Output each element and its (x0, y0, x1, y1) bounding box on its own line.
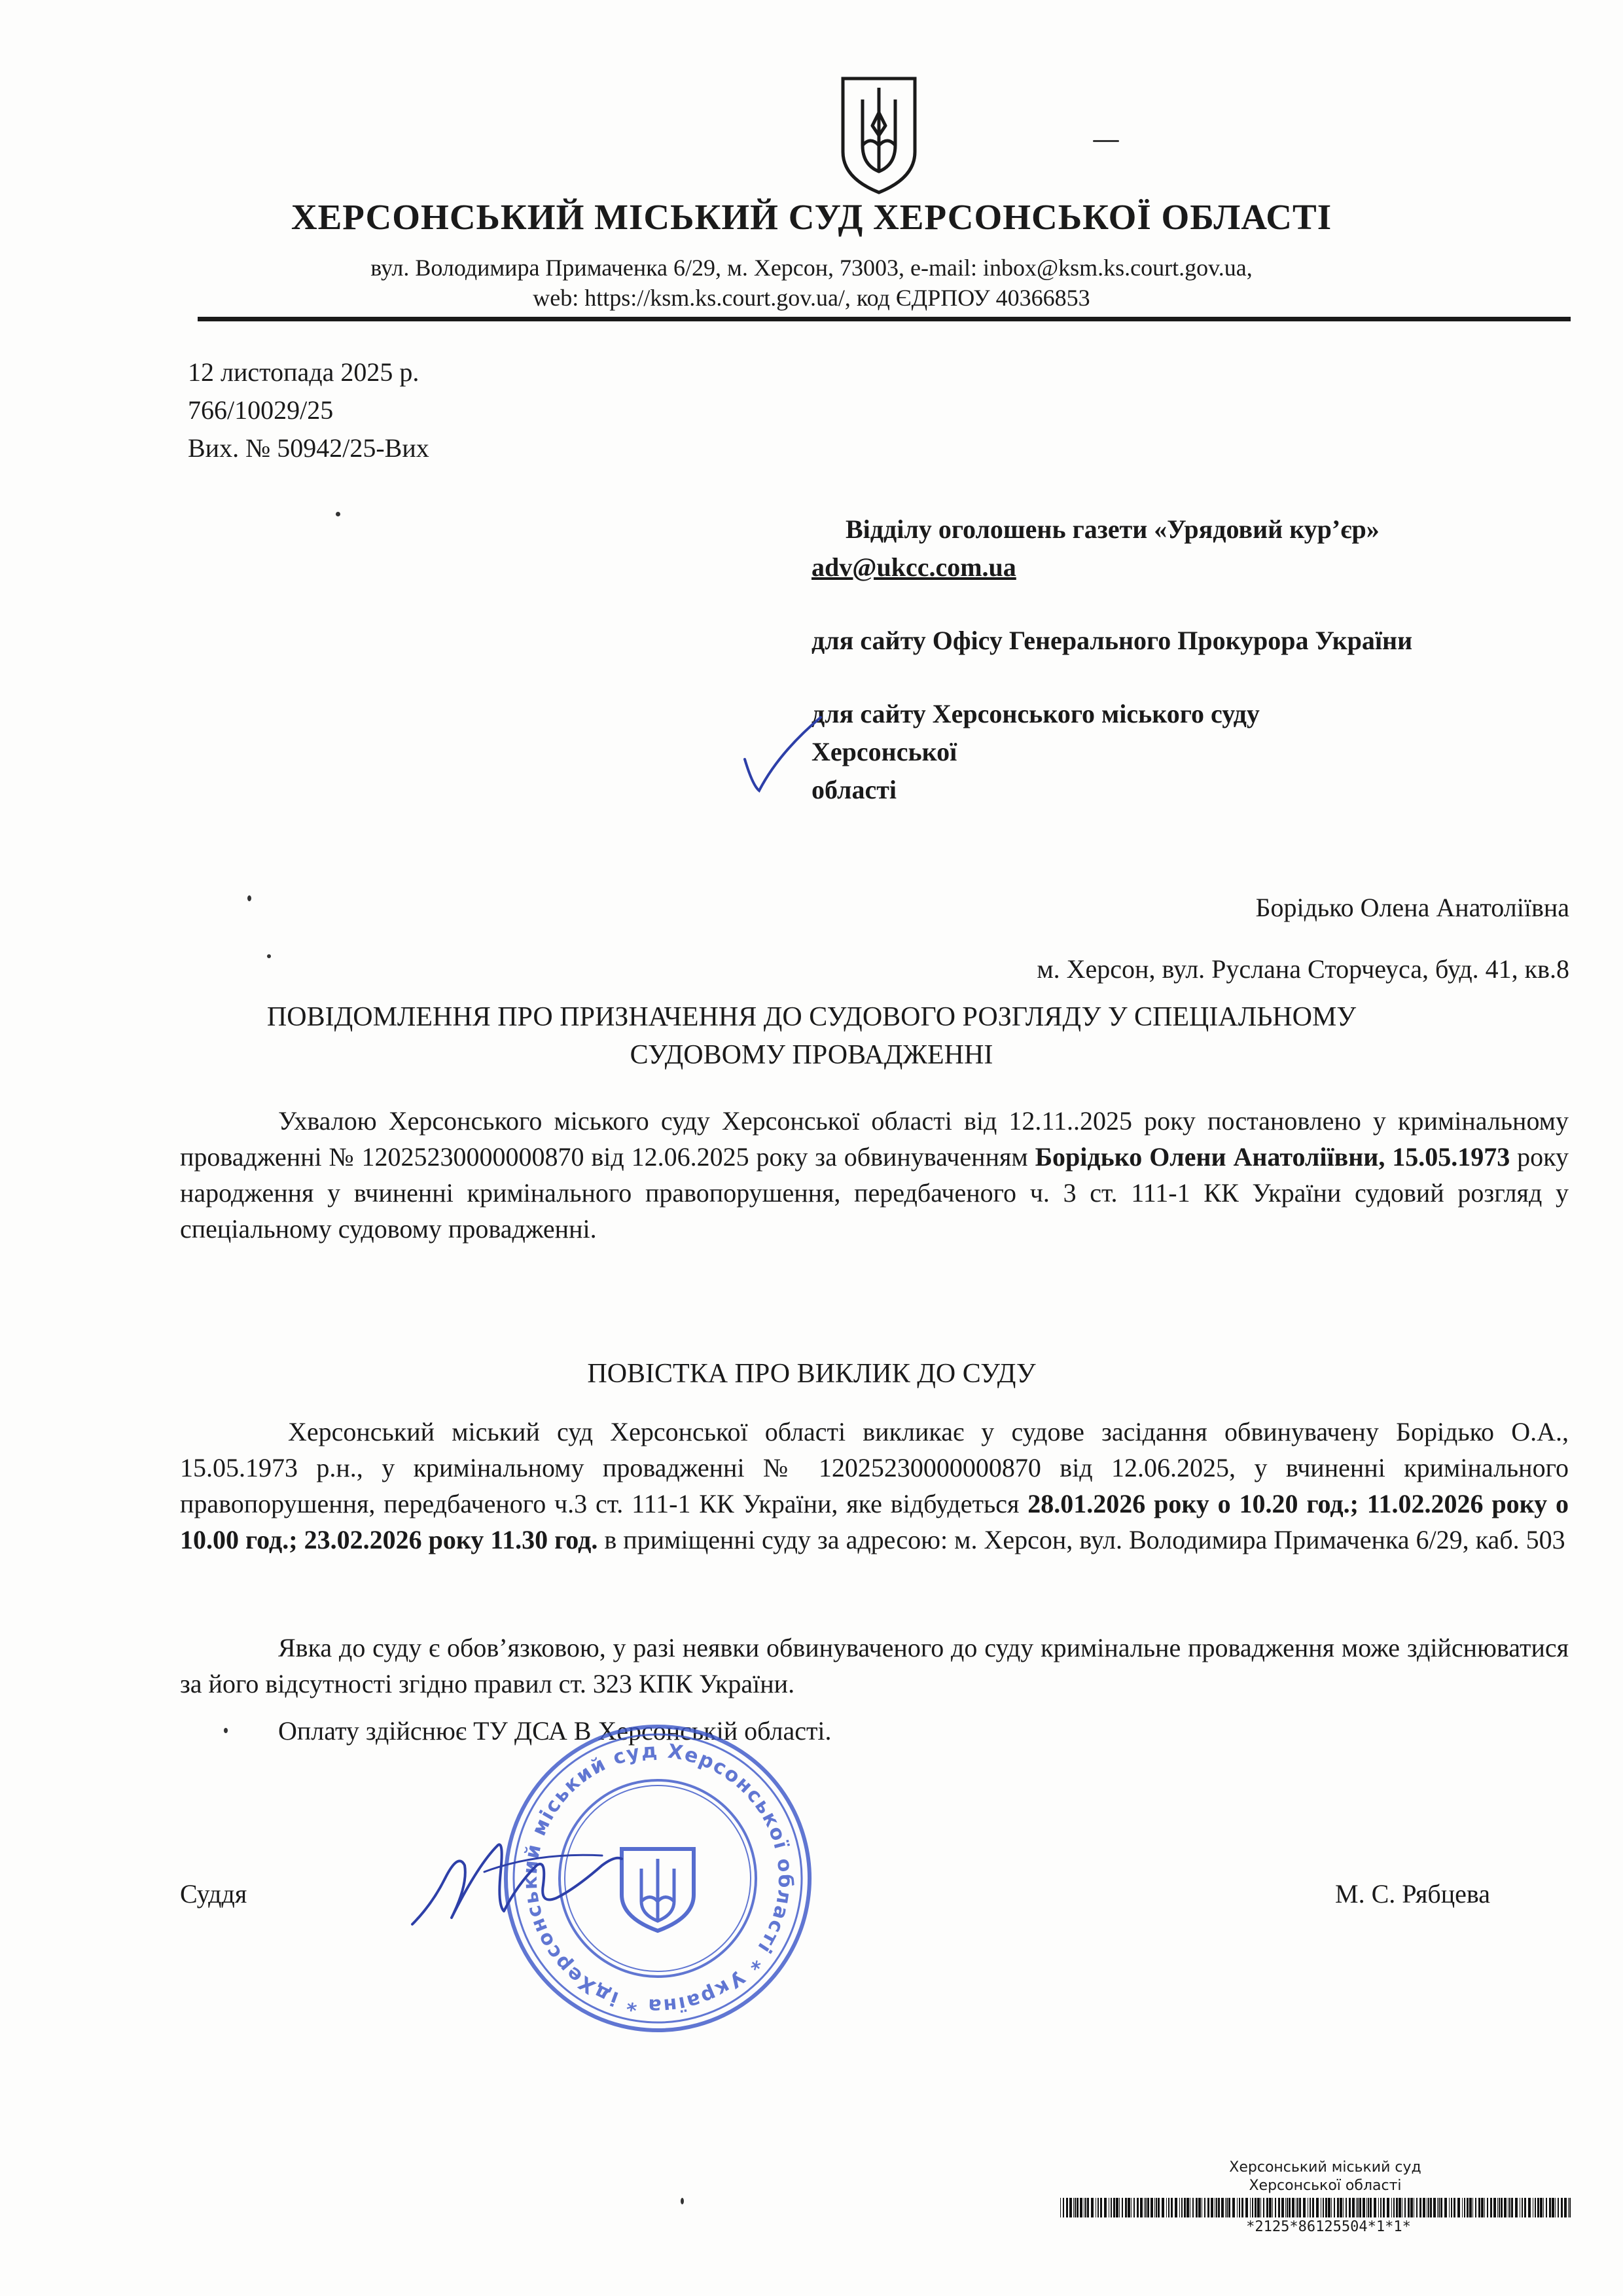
barcode-bar (1404, 2198, 1406, 2217)
barcode-bar (1428, 2198, 1429, 2217)
barcode-bar (1328, 2198, 1330, 2217)
barcode-bar (1241, 2198, 1243, 2217)
recipient-newspaper: Відділу оголошень газети «Урядовий кур’єр» (846, 514, 1380, 544)
notice-text-a: Ухвалою Херсонського міського суду Херсонської області від 12.11..2025 року постановлено у кримінальному провадженні № 12025230000000870 від 12.06.2025 року за обвинуваченням (180, 1106, 1569, 1172)
barcode-bar (1091, 2198, 1094, 2217)
barcode-bar (1346, 2198, 1347, 2217)
barcode-bar (1423, 2198, 1425, 2217)
barcode-bar (1457, 2198, 1460, 2217)
svg-text:Херсонський міський суд Херсон: Херсонський міський суд Херсонської області * Україна * ідентифікаційний (518, 1739, 797, 2018)
barcode-bar (1260, 2198, 1261, 2217)
barcode-bar (1085, 2198, 1086, 2217)
recipient-court-site-line2: Херсонської (812, 737, 957, 766)
barcode-bar (1509, 2198, 1510, 2217)
barcode-bar (1493, 2198, 1496, 2217)
barcode-bar (1154, 2198, 1155, 2217)
barcode-bar (1171, 2198, 1173, 2217)
barcode-bar (1340, 2198, 1342, 2217)
barcode-bar (1272, 2198, 1273, 2217)
footer-court-line2: Херсонської області (1249, 2178, 1402, 2194)
barcode-bar (1232, 2198, 1235, 2217)
barcode-bar (1387, 2198, 1389, 2217)
barcode-bar (1337, 2198, 1339, 2217)
barcode-bar (1515, 2198, 1518, 2217)
footer-court-line1: Херсонський міський суд (1229, 2159, 1421, 2176)
barcode-bar (1549, 2198, 1551, 2217)
barcode-bar (1060, 2198, 1061, 2217)
barcode-bar (1168, 2198, 1169, 2217)
barcode-bar (1066, 2198, 1068, 2217)
court-address (0, 253, 1623, 313)
barcode-bar (1237, 2198, 1238, 2217)
barcode-bar (1451, 2198, 1452, 2217)
barcode-bar (1499, 2198, 1500, 2217)
barcode-bar (1063, 2198, 1064, 2217)
barcode-bar (1269, 2198, 1272, 2217)
barcode-bar (1484, 2198, 1485, 2217)
barcode-bar (1537, 2198, 1539, 2217)
barcode-bar (1255, 2198, 1257, 2217)
barcode-bar (1511, 2198, 1513, 2217)
barcode-bar (1140, 2198, 1143, 2217)
barcode-bar (1528, 2198, 1531, 2217)
judge-signature (406, 1826, 628, 1937)
barcode-bar (1475, 2198, 1476, 2217)
barcode-bar (1478, 2198, 1480, 2217)
barcode-bar (1128, 2198, 1130, 2217)
recipient-court-site-line1: для сайту Херсонського міського суду (812, 699, 1260, 728)
barcode-bar (1366, 2198, 1367, 2217)
hearing-dates: 28.01.2026 року о 10.20 год.; 11.02.2026 року о 10.00 год.; 23.02.2026 року 11.30 год. (180, 1489, 1569, 1554)
barcode-bar (1569, 2198, 1571, 2217)
barcode-bar (1228, 2198, 1230, 2217)
barcode-bar (1561, 2198, 1563, 2217)
handwritten-checkmark-icon (740, 713, 825, 798)
outgoing-number: Вих. № 50942/25-Вих (188, 433, 429, 463)
barcode-bar (1558, 2198, 1559, 2217)
barcode-bar (1184, 2198, 1186, 2217)
barcode-bar (1211, 2198, 1213, 2217)
barcode-bar (1263, 2198, 1264, 2217)
barcode-bar (1524, 2198, 1526, 2217)
barcode-bar (1216, 2198, 1217, 2217)
barcode-bar (1454, 2198, 1455, 2217)
addressee-block (1037, 877, 1569, 1000)
barcode-bar (1186, 2198, 1189, 2217)
barcode-bar (1289, 2198, 1291, 2217)
barcode-bar (1207, 2198, 1209, 2217)
coat-of-arms-icon (836, 73, 921, 198)
barcode-bar (1147, 2198, 1149, 2217)
summons-title: ПОВІСТКА ПРО ВИКЛИК ДО СУДУ (587, 1359, 1036, 1389)
barcode-bar (1250, 2198, 1251, 2217)
barcode-bar (1378, 2198, 1379, 2217)
barcode-bar (1257, 2198, 1260, 2217)
barcode-bar (1252, 2198, 1253, 2217)
barcode-bar (1218, 2198, 1220, 2217)
barcode-bar (1119, 2198, 1120, 2217)
barcode-bar (1343, 2198, 1344, 2217)
notice-paragraph (180, 1103, 1569, 1247)
barcode-bar (1472, 2198, 1473, 2217)
barcode-bar (1192, 2198, 1194, 2217)
barcode-bar (1440, 2198, 1442, 2217)
barcode-bar (1179, 2198, 1180, 2217)
barcode-bar (1331, 2198, 1332, 2217)
judge-role: Суддя (180, 1879, 247, 1909)
barcode-bar (1175, 2198, 1177, 2217)
attendance-paragraph: Явка до суду є обов’язковою, у разі неявки обвинуваченого до суду кримінальне провадження може здійснюватися за його відсутності згідно правил ст. 323 КПК України. (180, 1633, 1569, 1698)
barcode-bar (1356, 2198, 1357, 2217)
addressee-name: Борідько Олена Анатоліївна (1255, 893, 1569, 922)
barcode-bar (1285, 2198, 1286, 2217)
barcode-bar (1145, 2198, 1147, 2217)
barcode-bar (1312, 2198, 1314, 2217)
barcode-bar (1310, 2198, 1311, 2217)
notice-title-line1: ПОВІДОМЛЕННЯ ПРО ПРИЗНАЧЕННЯ ДО СУДОВОГО РОЗГЛЯДУ У СПЕЦІАЛЬНОМУ (266, 1002, 1357, 1032)
barcode-bar (1133, 2198, 1135, 2217)
barcode-bar (1543, 2198, 1544, 2217)
barcode-bar (1540, 2198, 1543, 2217)
notice-title (0, 998, 1623, 1074)
document-meta (188, 353, 429, 467)
barcode-bar (1104, 2198, 1107, 2217)
barcode-bar (1239, 2198, 1240, 2217)
barcode-bar (1325, 2198, 1327, 2217)
barcode-bar (1546, 2198, 1547, 2217)
barcode-bar (1077, 2198, 1079, 2217)
court-address-line2: web: https://ksm.ks.court.gov.ua/, код ЄДРПОУ 40366853 (533, 285, 1090, 311)
barcode-bar (1278, 2198, 1280, 2217)
barcode-bar (1374, 2198, 1376, 2217)
barcode-bar (1097, 2198, 1099, 2217)
barcode-bar (1444, 2198, 1447, 2217)
barcode-bar (1221, 2198, 1224, 2217)
barcode-bar (1437, 2198, 1438, 2217)
barcode-bar (1497, 2198, 1498, 2217)
barcode-bar (1433, 2198, 1436, 2217)
barcode-bar (1069, 2198, 1072, 2217)
summons-text-a: Херсонський міський суд Херсонської області викликає у судове засідання обвинувачену Борідько О.А., 15.05.1973 р.н., у кримінальному провадженні № 12025230000000870 від 12.06.2025, у вчиненні кримінального правопорушення, передбаченого ч.3 ст. 111-1 КК України, яке відбудеться (180, 1417, 1569, 1518)
barcode-bar (1198, 2198, 1201, 2217)
barcode-bar (1393, 2198, 1395, 2217)
barcode-bar (1363, 2198, 1365, 2217)
barcode-bar (1323, 2198, 1324, 2217)
barcode-bar (1111, 2198, 1112, 2217)
barcode-bar (1383, 2198, 1385, 2217)
barcode-bar (1359, 2198, 1361, 2217)
barcode-bar (1073, 2198, 1074, 2217)
barcode-bar (1245, 2198, 1248, 2217)
barcode-bar (1144, 2198, 1145, 2217)
barcode-bar (1266, 2198, 1268, 2217)
barcode-bar (1116, 2198, 1118, 2217)
barcode-bar (1303, 2198, 1306, 2217)
addressee-address: м. Херсон, вул. Руслана Сторчеуса, буд. 41, кв.8 (1037, 954, 1569, 984)
barcode-bar (1196, 2198, 1198, 2217)
recipient-prosecutor-site: для сайту Офісу Генерального Прокурора України (812, 626, 1413, 655)
court-address-line1: вул. Володимира Примаченка 6/29, м. Херсон, 73003, e-mail: inbox@ksm.ks.court.gov.ua, (370, 255, 1253, 281)
document-date: 12 листопада 2025 р. (188, 357, 419, 387)
barcode-bar (1080, 2198, 1082, 2217)
barcode-bar (1416, 2198, 1418, 2217)
barcode-bar (1275, 2198, 1276, 2217)
barcode-bar (1113, 2198, 1115, 2217)
barcode-bar (1122, 2198, 1123, 2217)
recipients-block (812, 511, 1571, 809)
barcode-bar (1481, 2198, 1484, 2217)
barcode-bar (1166, 2198, 1167, 2217)
barcode-bar (1449, 2198, 1450, 2217)
barcode-bar (1522, 2198, 1523, 2217)
case-number: 766/10029/25 (188, 395, 334, 425)
barcode-bar (1357, 2198, 1359, 2217)
barcode-bar (1410, 2198, 1413, 2217)
barcode-bar (1316, 2198, 1319, 2217)
summons-paragraph (180, 1414, 1569, 1558)
barcode-bar (1368, 2198, 1369, 2217)
barcode-bar (1380, 2198, 1382, 2217)
barcode-bar (1469, 2198, 1472, 2217)
court-name: ХЕРСОНСЬКИЙ МІСЬКИЙ СУД ХЕРСОНСЬКОЇ ОБЛАСТІ (291, 197, 1332, 237)
barcode-bar (1555, 2198, 1556, 2217)
barcode-bar (1490, 2198, 1492, 2217)
payment-paragraph: Оплату здійснює ТУ ДСА В Херсонській області. (278, 1716, 832, 1746)
barcode-bar (1391, 2198, 1392, 2217)
barcode-bar (1299, 2198, 1301, 2217)
recipient-email[interactable]: adv@ukcc.com.ua (812, 552, 1016, 582)
barcode-bar (1408, 2198, 1410, 2217)
barcode (1060, 2198, 1571, 2217)
barcode-bar (1501, 2198, 1503, 2217)
barcode-bar (1504, 2198, 1507, 2217)
barcode-bar (1075, 2198, 1076, 2217)
barcode-bar (1349, 2198, 1351, 2217)
judge-name: М. С. Рябцева (1335, 1879, 1490, 1909)
barcode-bar (1419, 2198, 1421, 2217)
barcode-bar (1287, 2198, 1288, 2217)
barcode-bar (1297, 2198, 1298, 2217)
defendant-name-dob: Борідько Олени Анатоліївни, 15.05.1973 (1035, 1142, 1510, 1172)
barcode-bar (1162, 2198, 1164, 2217)
summons-text-b: в приміщенні суду за адресою: м. Херсон, вул. Володимира Примаченка 6/29, каб. 503 (597, 1525, 1565, 1554)
barcode-bar (1552, 2198, 1554, 2217)
barcode-bar (1535, 2198, 1536, 2217)
barcode-bar (1137, 2198, 1139, 2217)
barcode-bar (1225, 2198, 1226, 2217)
barcode-bar (1396, 2198, 1398, 2217)
barcode-bar (1399, 2198, 1401, 2217)
barcode-bar (1281, 2198, 1284, 2217)
barcode-bar (1292, 2198, 1294, 2217)
barcode-bar (1487, 2198, 1488, 2217)
barcode-bar (1568, 2198, 1569, 2217)
barcode-bar (1226, 2198, 1228, 2217)
barcode-bar (1467, 2198, 1469, 2217)
barcode-bar (1125, 2198, 1127, 2217)
notice-title-line2: СУДОВОМУ ПРОВАДЖЕННІ (630, 1040, 993, 1070)
barcode-bar (1100, 2198, 1102, 2217)
barcode-bar (1430, 2198, 1432, 2217)
barcode-bar (1087, 2198, 1089, 2217)
barcode-bar (1334, 2198, 1335, 2217)
barcode-bar (1564, 2198, 1567, 2217)
barcode-bar (1158, 2198, 1160, 2217)
barcode-bar (1131, 2198, 1132, 2217)
barcode-bar (1438, 2198, 1440, 2217)
barcode-bar (1156, 2198, 1157, 2217)
barcode-bar (1181, 2198, 1183, 2217)
barcode-bar (1352, 2198, 1355, 2217)
barcode-bar (1204, 2198, 1205, 2217)
barcode-bar (1464, 2198, 1465, 2217)
barcode-number: *2125*86125504*1*1* (1246, 2219, 1411, 2235)
barcode-bar (1462, 2198, 1463, 2217)
notice-text-b: року народження у вчиненні кримінального правопорушення, передбаченого ч. 3 ст. 111-1 КК України судовий розгляд у спеціальному судовому провадженні. (180, 1142, 1569, 1244)
header-divider (198, 317, 1571, 321)
recipient-court-site-line3: області (812, 775, 897, 804)
barcode-bar (1370, 2198, 1372, 2217)
barcode-bar (1150, 2198, 1153, 2217)
